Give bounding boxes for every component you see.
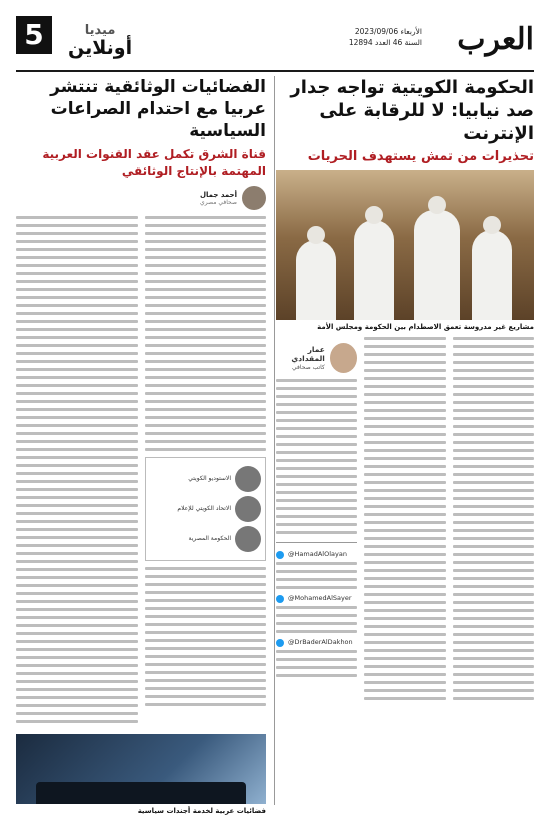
- section-title: [68, 24, 132, 58]
- photo-figure-head: [483, 216, 501, 234]
- author-avatar: [330, 343, 357, 373]
- article-column: [453, 337, 534, 705]
- panel-item: [150, 466, 262, 492]
- author-role: صحافي مصري: [200, 198, 237, 206]
- author-avatar: [242, 186, 266, 210]
- studio-caption: فضائيات عربية لخدمة أجندات سياسية: [137, 807, 266, 815]
- social-handles: [276, 542, 357, 677]
- photo-figure-head: [307, 226, 325, 244]
- issue-date: الأربعاء 2023/09/06: [354, 27, 422, 36]
- person-photo: [235, 496, 261, 522]
- issue-number: السنة 46 العدد 12894: [348, 38, 422, 47]
- twitter-icon: [276, 595, 284, 603]
- right-article-body: [276, 337, 534, 705]
- twitter-icon: [276, 551, 284, 559]
- left-story: [16, 76, 266, 815]
- photo-figure: [296, 240, 336, 320]
- author-name: عمار المقدادي: [291, 344, 325, 363]
- left-headline: الفضائيات الوثائقية تنتشر عربيا مع احتدام الصراعات السياسية: [50, 77, 266, 141]
- photo-figure: [414, 210, 460, 320]
- right-byline: [276, 343, 357, 373]
- issue-info: [349, 26, 422, 48]
- text-lines: [453, 337, 534, 700]
- photo-figure-head: [365, 206, 383, 224]
- left-article-body: [16, 216, 266, 728]
- column-divider: [274, 76, 275, 805]
- person-photo: [235, 526, 261, 552]
- header-rule: [16, 70, 534, 72]
- photo-figure: [472, 230, 512, 320]
- photo-caption: مشاريع غير مدروسة تعمق الاصطدام بين الحكومة ومجلس الأمة: [317, 323, 534, 331]
- photo-figure-head: [428, 196, 446, 214]
- article-column: [364, 337, 445, 705]
- article-column: [276, 337, 357, 705]
- page-number: 5: [16, 16, 52, 54]
- right-headline: الحكومة الكويتية تواجه جدار صد نيابيا: لا للرقابة على الإنترنت: [290, 77, 534, 144]
- panel-item-label: الاستوديو الكويتي: [188, 475, 231, 482]
- parliament-photo: [276, 170, 534, 320]
- panel-item-label: الاتحاد الكويتي للإعلام: [177, 505, 231, 512]
- photo-figure: [354, 220, 394, 320]
- studio-desk: [36, 782, 246, 804]
- newspaper-logo: العرب: [457, 22, 534, 57]
- social-handle[interactable]: @HamadAlOlayan: [276, 550, 357, 559]
- text-lines: [276, 379, 357, 534]
- text-lines: [364, 337, 445, 700]
- text-lines: [16, 216, 138, 723]
- person-photo: [235, 466, 261, 492]
- right-story: [276, 76, 534, 705]
- panel-item: [150, 496, 262, 522]
- left-subhead: قناة الشرق تكمل عقد القنوات العربية المهتمة بالإنتاج الوثائقي: [42, 147, 266, 178]
- people-panel: [145, 457, 267, 561]
- text-lines: [145, 216, 267, 451]
- section-title-bottom: أونلاين: [68, 37, 133, 59]
- section-title-top: ميديا: [84, 23, 116, 38]
- text-lines: [145, 567, 267, 706]
- author-role: كاتب صحافي: [292, 363, 325, 371]
- masthead: [16, 16, 534, 68]
- article-column: [16, 216, 138, 728]
- social-handle[interactable]: @DrBaderAlDakhon: [276, 638, 357, 647]
- article-column: [145, 216, 267, 728]
- panel-item: [150, 526, 262, 552]
- social-handle[interactable]: @MohamedAlSayer: [276, 594, 357, 603]
- author-name: أحمد جمال: [199, 190, 237, 199]
- studio-photo: [16, 734, 266, 804]
- panel-item-label: الحكومة المصرية: [188, 535, 231, 542]
- left-author: [16, 186, 266, 210]
- right-subhead: تحذيرات من تمش يستهدف الحريات: [307, 149, 534, 164]
- twitter-icon: [276, 639, 284, 647]
